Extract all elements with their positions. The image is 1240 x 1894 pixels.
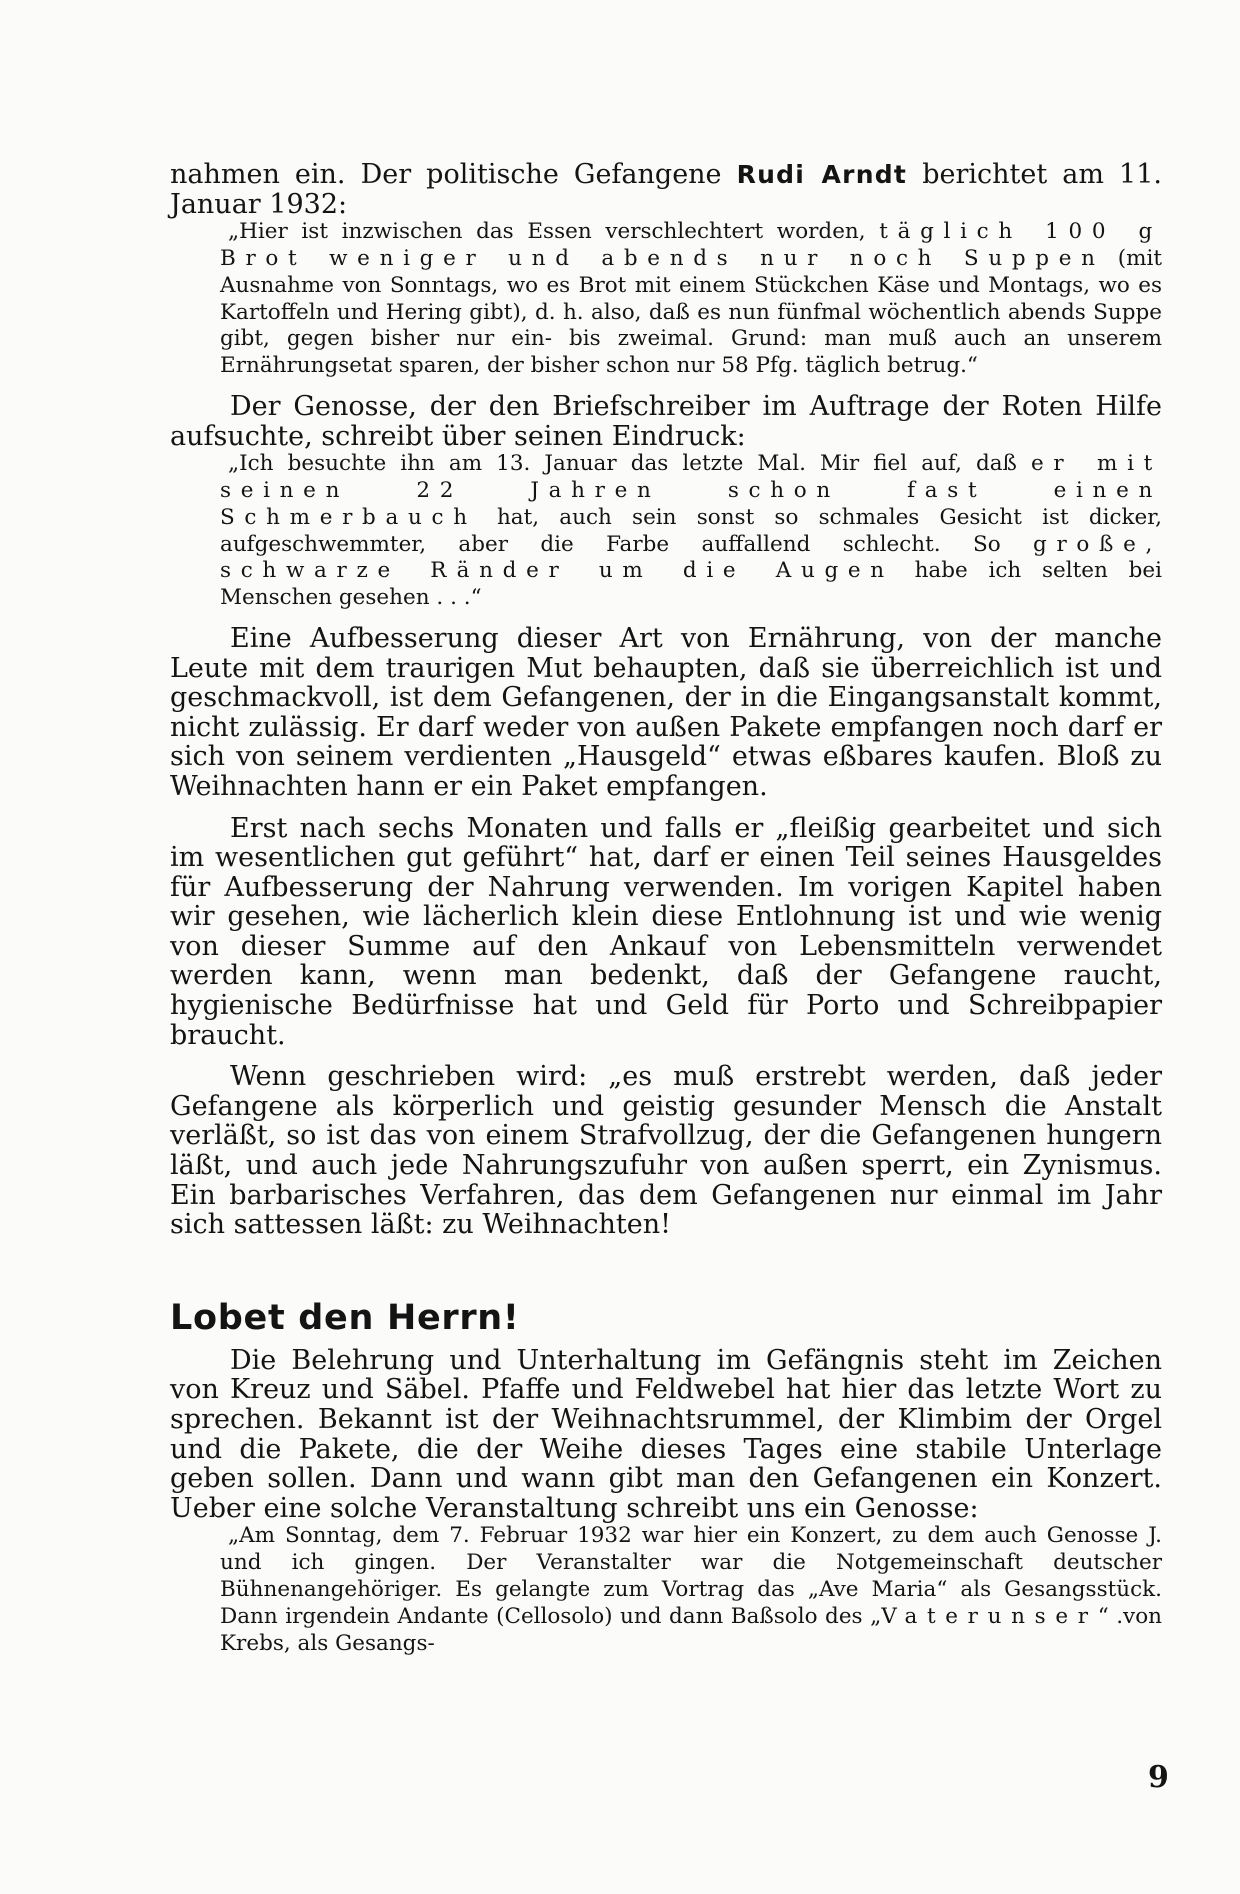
quote-letter [220,219,1162,380]
text: (mit Ausnahme von Sonntags, wo es Brot mit einem Stückchen Käse und Montags, wo es Kartoffeln und Hering gibt), d. h. also, daß es nun fünfmal wöchentlich abends Suppe gibt, gegen bisher nur ein- bis zweimal. Grund: man muß auch an unserem Ernährungsetat sparen, der bisher schon nur 58 Pfg. täglich betrug.“ [220,245,1162,379]
emphasis-text: er mit seinen 22 Jahren schon fast einen Schmerbauch [220,451,1162,530]
text: “ .von Krebs, als Gesangs- [220,1603,1162,1656]
text: „Hier ist inzwischen das Essen verschlechtert worden, [228,219,880,245]
text: „Am Sonntag, dem 7. Februar 1932 war hier ein Konzert, zu dem auch Genosse J. und ich gingen. Der Veranstalter war die Notgemeinschaft deutscher Bühnenangehöriger. Es gelangte zum Vortrag das „Ave Maria“ als Gesangsstück. Dann irgendein Andante (Cellosolo) und dann Baßsolo des „ [220,1523,1162,1629]
paragraph-comrade: Der Genosse, der den Briefschreiber im Auftrage der Roten Hilfe aufsuchte, schreibt über seinen Eindruck: [170,390,1162,452]
quote-concert [220,1523,1162,1657]
text: berichtet am 11. Januar 1932: [170,159,1162,220]
section-heading: Lobet den Herrn! [170,1297,520,1338]
quote-visit [220,451,1162,612]
text: nahmen ein. Der politische Gefangene [170,159,737,190]
emphasis-text: Vaterunser [881,1603,1098,1629]
emphasis-text: täglich 100 g Brot weniger und abends nur noch Suppen [220,219,1162,271]
page-body [170,160,1162,1657]
text: „Ich besuchte ihn am 13. Januar das letzte Mal. Mir fiel auf, daß [228,451,1031,477]
text: habe ich selten bei Menschen gesehen . . .“ [220,558,1162,611]
emphasis-text: große, schwarze Ränder um die Augen [220,531,1162,584]
paragraph-intro [170,160,1162,219]
name-rudi-arndt: Rudi Arndt [736,160,908,189]
paragraph-instruction: Die Belehrung und Unterhaltung im Gefängnis steht im Zeichen von Kreuz und Säbel. Pfaffe und Feldwebel hat hier das letzte Wort zu sprechen. Bekannt ist der Weihnachtsrummel, der Klimbim der Orgel und die Pakete, die der Weihe dieses Tages eine stabile Unterlage geben sollen. Dann und wann gibt man den Gefangenen ein Konzert. Ueber eine solche Veranstaltung schreibt uns ein Genosse: [170,1344,1162,1524]
page-number: 9 [1148,1760,1169,1795]
paragraph-six-months: Erst nach sechs Monaten und falls er „fleißig gearbeitet und sich im wesentlichen gut geführt“ hat, darf er einen Teil seines Hausgeldes für Aufbesserung der Nahrung verwenden. Im vorigen Kapitel haben wir gesehen, wie lächerlich klein diese Entlohnung ist und wie wenig von dieser Summe auf den Ankauf von Lebensmitteln verwendet werden kann, wenn man bedenkt, daß der Gefangene raucht, hygienische Bedürfnisse hat und Geld für Porto und Schreibpapier braucht. [170,812,1162,1051]
paragraph-cynicism: Wenn geschrieben wird: „es muß erstrebt werden, daß jeder Gefangene als körperlich und geistig gesunder Mensch die Anstalt verläßt, so ist das von einem Strafvollzug, der die Gefangenen hungern läßt, und auch jede Nahrungszufuhr von außen sperrt, ein Zynismus. Ein barbarisches Verfahren, das dem Gefangenen nur einmal im Jahr sich sattessen läßt: zu Weihnachten! [170,1061,1162,1241]
text: hat, auch sein sonst so schmales Gesicht ist dicker, aufgeschwemmter, aber die Farbe auffallend schlecht. So [220,504,1162,557]
paragraph-improvement: Eine Aufbesserung dieser Art von Ernährung, von der manche Leute mit dem traurigen Mut behaupten, daß sie überreichlich ist und geschmackvoll, ist dem Gefangenen, der in die Eingangsanstalt kommt, nicht zulässig. Er darf weder von außen Pakete empfangen noch darf er sich von seinem verdienten „Hausgeld“ etwas eßbares kaufen. Bloß zu Weihnachten hann er ein Paket empfangen. [170,622,1162,802]
